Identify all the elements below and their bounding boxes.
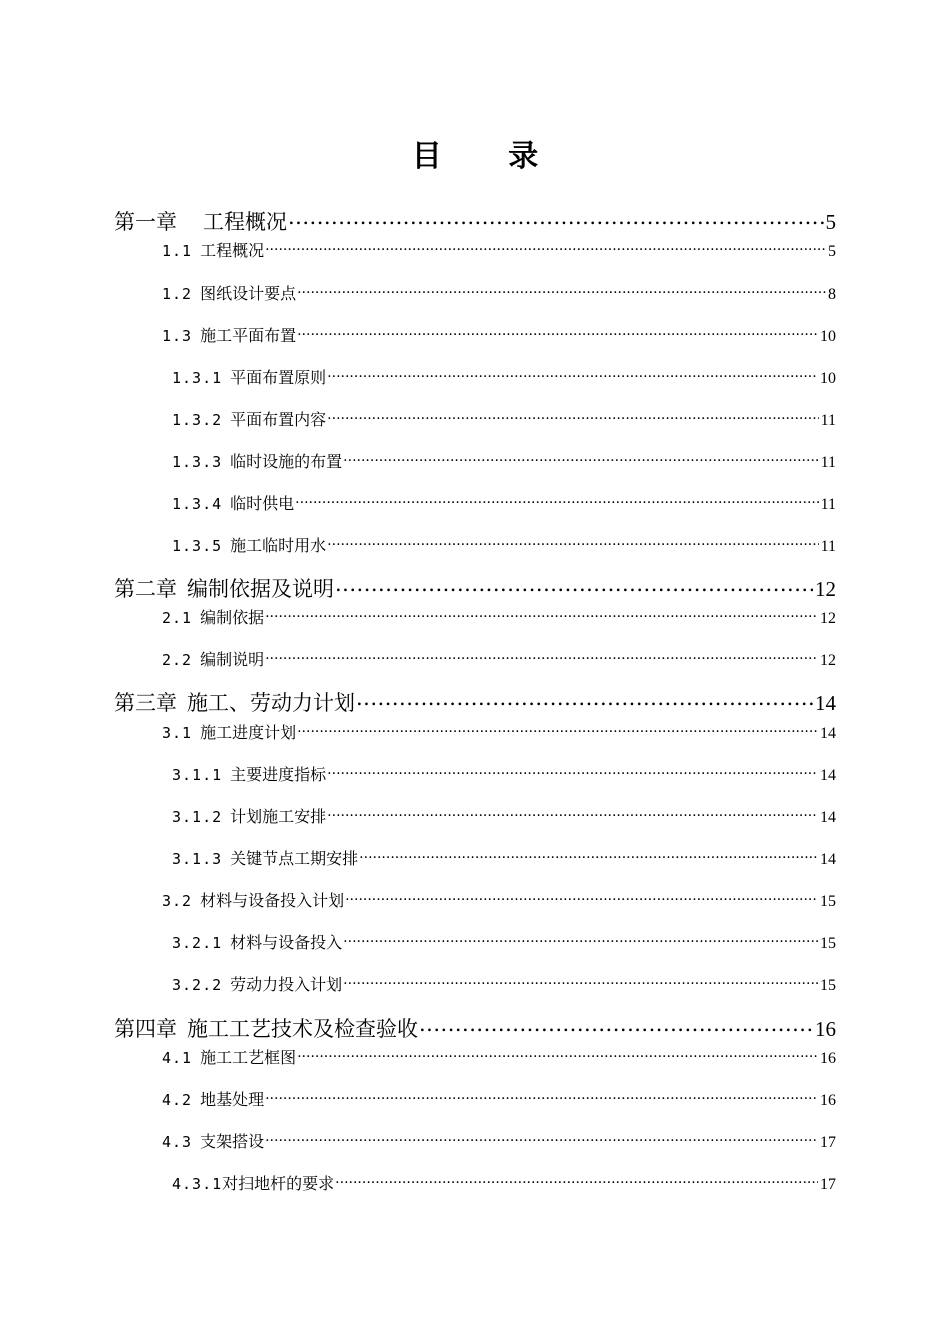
toc-dot-leader (297, 283, 826, 299)
toc-entry-page: 11 (820, 538, 836, 555)
toc-entry-page: 11 (820, 454, 836, 471)
toc-entry-number: 4.2 (162, 1091, 193, 1109)
toc-entry-number: 第四章 (114, 1017, 177, 1041)
toc-entry-text: 材料与设备投入计划 (200, 891, 345, 910)
toc-entry-label (172, 1174, 334, 1194)
toc-entry-number: 3.2.1 (172, 934, 223, 952)
toc-entry-label (172, 536, 326, 556)
toc-entry-page: 16 (815, 1017, 836, 1041)
toc-entry[interactable] (162, 1047, 836, 1069)
toc-entry[interactable] (162, 1089, 836, 1111)
toc-dot-leader (335, 575, 813, 596)
toc-entry-number: 4.3.1 (172, 1175, 223, 1193)
toc-entry-text: 劳动力投入计划 (230, 975, 343, 994)
toc-entry-page: 15 (820, 893, 836, 910)
toc-entry-number: 4.1 (162, 1049, 193, 1067)
toc-dot-leader (297, 722, 818, 738)
toc-entry-number: 3.2 (162, 892, 193, 910)
toc-entry-label (162, 1048, 296, 1068)
toc-entry-page: 15 (820, 977, 836, 994)
toc-entry[interactable] (162, 325, 836, 347)
toc-entry-label (162, 241, 264, 261)
toc-dot-leader (345, 890, 818, 906)
toc-entry-number: 1.3.1 (172, 369, 223, 387)
toc-entry-number: 1.3.2 (172, 411, 223, 429)
toc-entry-page: 12 (820, 652, 836, 669)
toc-entry-number: 1.3.5 (172, 537, 223, 555)
toc-dot-leader (327, 535, 818, 551)
toc-entry-page: 14 (820, 851, 836, 868)
toc-entry-label (172, 933, 342, 953)
toc-entry[interactable] (172, 764, 836, 786)
toc-entry-number: 第二章 (114, 577, 177, 601)
toc-entry-label (162, 326, 296, 346)
toc-entry-label (172, 765, 326, 785)
toc-entry-page: 15 (820, 935, 836, 952)
toc-entry[interactable] (162, 722, 836, 744)
toc-entry-page: 5 (828, 243, 836, 260)
toc-entry-label (162, 723, 296, 743)
toc-dot-leader (327, 806, 818, 822)
toc-entry-text: 编制说明 (200, 650, 265, 669)
toc-entry[interactable] (172, 451, 836, 473)
toc-entry-label (114, 210, 287, 234)
toc-entry-page: 14 (820, 809, 836, 826)
toc-dot-leader (343, 974, 818, 990)
toc-entry-text: 材料与设备投入 (230, 933, 343, 952)
toc-dot-leader (327, 367, 818, 383)
toc-entry-page: 16 (820, 1092, 836, 1109)
toc-entry-label (172, 849, 358, 869)
toc-entry-text: 平面布置原则 (230, 368, 327, 387)
toc-entry-text: 施工、劳动力计划 (187, 691, 355, 715)
toc-dot-leader (335, 1173, 818, 1189)
toc-dot-leader (297, 325, 818, 341)
toc-entry-text: 编制依据及说明 (187, 577, 334, 601)
toc-entry-page: 14 (820, 767, 836, 784)
toc-entry[interactable] (172, 932, 836, 954)
toc-entry-page: 12 (820, 610, 836, 627)
toc-entry-text: 支架搭设 (200, 1132, 265, 1151)
toc-dot-leader (359, 848, 818, 864)
toc-dot-leader (343, 932, 818, 948)
toc-dot-leader (265, 649, 818, 665)
toc-dot-leader (327, 409, 818, 425)
toc-entry-number: 1.3.3 (172, 453, 223, 471)
toc-entry-number: 3.1.3 (172, 850, 223, 868)
toc-entry-label (162, 608, 264, 628)
toc-entry-text: 临时供电 (230, 494, 295, 513)
toc-entry-number: 第三章 (114, 691, 177, 715)
toc-dot-leader (327, 764, 818, 780)
toc-entry-label (162, 1132, 264, 1152)
toc-entry-number: 1.2 (162, 285, 193, 303)
toc-entry-number: 1.3 (162, 327, 193, 345)
toc-entry-label (114, 1017, 418, 1041)
toc-entry-label (162, 1090, 264, 1110)
toc-entry-label (162, 284, 296, 304)
toc-entry[interactable] (114, 689, 836, 715)
toc-entry-text: 平面布置内容 (230, 410, 327, 429)
toc-entry-number: 3.1.2 (172, 808, 223, 826)
toc-entry-text: 地基处理 (200, 1090, 265, 1109)
toc-entry-label (172, 368, 326, 388)
toc-entry[interactable] (172, 974, 836, 996)
toc-entry-text: 对扫地杆的要求 (222, 1174, 335, 1193)
toc-entry-number: 3.1.1 (172, 766, 223, 784)
toc-dot-leader (288, 208, 824, 229)
toc-entry[interactable] (162, 607, 836, 629)
toc-entry[interactable] (162, 649, 836, 671)
toc-entry-number: 1.1 (162, 242, 193, 260)
toc-entry-text: 主要进度指标 (230, 765, 327, 784)
toc-entry-text: 工程概况 (200, 241, 265, 260)
toc-dot-leader (343, 451, 818, 467)
toc-entry-page: 11 (820, 412, 836, 429)
toc-dot-leader (295, 493, 818, 509)
toc-entry-text: 施工平面布置 (200, 326, 297, 345)
toc-entry-text: 施工进度计划 (200, 723, 297, 742)
toc-entry-page: 10 (820, 328, 836, 345)
toc-entry-label (172, 452, 342, 472)
toc-entry-page: 17 (820, 1176, 836, 1193)
toc-entry-number: 第一章 (114, 210, 177, 234)
toc-entry-number: 2.1 (162, 609, 193, 627)
toc-entry[interactable] (162, 1131, 836, 1153)
toc-entry[interactable] (172, 1173, 836, 1195)
toc-entry-page: 14 (815, 691, 836, 715)
toc-entry-number: 3.2.2 (172, 976, 223, 994)
toc-entry-text: 工程概况 (203, 210, 287, 234)
toc-title: 目 录 (411, 139, 567, 174)
toc-dot-leader (265, 240, 826, 256)
toc-entry-text: 计划施工安排 (230, 807, 327, 826)
toc-entry-text: 关键节点工期安排 (230, 849, 359, 868)
toc-entry-label (172, 410, 326, 430)
toc-entry-number: 2.2 (162, 651, 193, 669)
toc-dot-leader (297, 1047, 818, 1063)
toc-entry-number: 1.3.4 (172, 495, 223, 513)
toc-entry-page: 11 (820, 496, 836, 513)
toc-entry[interactable] (162, 283, 836, 305)
toc-entry[interactable] (162, 240, 836, 262)
toc-entry[interactable] (114, 1015, 836, 1041)
toc-entry-page: 12 (815, 577, 836, 601)
toc-entry-label (162, 650, 264, 670)
toc-dot-leader (265, 607, 818, 623)
toc-entry[interactable] (172, 409, 836, 431)
toc-entry[interactable] (162, 890, 836, 912)
toc-dot-leader (265, 1089, 818, 1105)
toc-entry-number: 4.3 (162, 1133, 193, 1151)
toc-entry[interactable] (172, 848, 836, 870)
toc-entry-label (162, 891, 344, 911)
toc-entry-number: 3.1 (162, 724, 193, 742)
toc-dot-leader (356, 689, 813, 710)
toc-entry-page: 16 (820, 1050, 836, 1067)
toc-dot-leader (265, 1131, 818, 1147)
toc-entry-text: 施工临时用水 (230, 536, 327, 555)
toc-entry-page: 17 (820, 1134, 836, 1151)
toc-entry-page: 10 (820, 370, 836, 387)
toc-entry-label (172, 494, 294, 514)
toc-entry-text: 编制依据 (200, 608, 265, 627)
toc-entry[interactable] (172, 806, 836, 828)
toc-entry-text: 临时设施的布置 (230, 452, 343, 471)
toc-entry[interactable] (114, 575, 836, 601)
toc-dot-leader (419, 1015, 813, 1036)
toc-entry-page: 8 (828, 286, 836, 303)
toc-entry[interactable] (172, 535, 836, 557)
toc-entry[interactable] (172, 493, 836, 515)
toc-entry-text: 施工工艺技术及检查验收 (187, 1017, 418, 1041)
toc-entry-page: 14 (820, 725, 836, 742)
toc-entry[interactable] (172, 367, 836, 389)
toc-entry-label (172, 807, 326, 827)
toc-entry-text: 图纸设计要点 (200, 284, 297, 303)
toc-entry-label (172, 975, 342, 995)
toc-entry-page: 5 (825, 210, 836, 234)
toc-entry-label (114, 691, 355, 715)
toc-entry[interactable] (114, 208, 836, 234)
toc-entry-text: 施工工艺框图 (200, 1048, 297, 1067)
toc-entry-label (114, 577, 334, 601)
